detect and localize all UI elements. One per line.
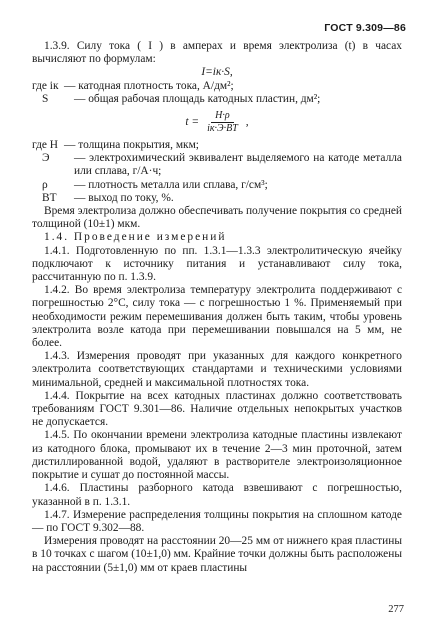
paragraph-1-3-9: 1.3.9. Силу тока ( I ) в амперах и время электролиза (t) в часах вычисляют по формулам: xyxy=(32,40,402,66)
definitions-1 xyxy=(32,80,402,106)
document-header: ГОСТ 9.309—86 xyxy=(324,22,406,34)
formula-lhs: t = xyxy=(185,115,200,128)
paragraph-1-4-3: 1.4.3. Измерения проводят при указанных для каждого конкретного электролита соответствующих стандартами и техническими условиями минимальной, средней и максимальной плотностях тока. xyxy=(32,350,402,389)
definition-row xyxy=(42,192,402,205)
definition-text: — общая рабочая площадь катодных пластин, дм²; xyxy=(74,92,321,105)
paragraph-1-4-5: 1.4.5. По окончании времени электролиза катодные пластины извлекают из катодного блока, промывают их в течение 2—3 мин проточной, затем дистиллированной водой, удаляют в растворителе электроизоляционное покрытие и сушат до постоянной массы. xyxy=(32,429,402,482)
definition-row xyxy=(32,139,402,152)
paragraph-1-4-7: 1.4.7. Измерение распределения толщины покрытия на сплошном катоде — по ГОСТ 9.302—88. xyxy=(32,508,402,534)
definition-symbol: Э xyxy=(42,152,50,165)
definition-symbol: BT xyxy=(42,191,57,204)
fraction-denominator: iк·Э·BT xyxy=(207,123,238,135)
definition-row xyxy=(42,152,402,178)
paragraph-measurements: Измерения проводят на расстоянии 20—25 мм от нижнего края пластины в 10 точках с шагом (10±1,0) мм. Крайние точки должны быть расположены на расстоянии (5±1,0) мм от краев пластины xyxy=(32,535,402,574)
section-heading-1-4: 1.4. Проведение измерений xyxy=(44,231,227,244)
formula-time xyxy=(32,110,402,135)
definition-text: — плотность металла или сплава, г/см³; xyxy=(74,178,268,191)
definition-text: — катодная плотность тока, А/дм²; xyxy=(64,79,234,92)
definition-symbol: где H xyxy=(32,139,59,152)
definitions-2 xyxy=(32,139,402,205)
paragraph-1-4-2: 1.4.2. Во время электролиза температуру электролита поддерживают с погрешностью 2°С, силу тока — с погрешностью 1 %. Применяемый при необходимости режим перемешивания должен быть таким, чтобы уровень электролита возле катода при перемешивании повышался на 5 мм, не более. xyxy=(32,284,402,350)
definition-symbol: где iк xyxy=(32,79,59,92)
fraction xyxy=(205,110,240,135)
fraction-numerator: H·ρ xyxy=(211,110,234,123)
definition-text: — толщина покрытия, мкм; xyxy=(64,139,199,152)
paragraph-time: Время электролиза должно обеспечивать получение покрытия со средней толщиной (10±1) мкм. xyxy=(32,205,402,231)
definition-row xyxy=(42,93,402,106)
page-number: 277 xyxy=(388,604,404,615)
definition-row xyxy=(42,179,402,192)
paragraph-1-4-1: 1.4.1. Подготовленную по пп. 1.3.1—1.3.3 электролитическую ячейку подключают к источнику питания и устанавливают силу тока, рассчитанную по п. 1.3.9. xyxy=(32,244,402,284)
page-body xyxy=(32,40,402,575)
definition-symbol: S xyxy=(42,92,49,105)
paragraph-1-4-6: 1.4.6. Пластины разборного катода взвешивают с погрешностью, указанной в п. 1.3.1. xyxy=(32,482,402,508)
definition-text: — электрохимический эквивалент выделяемого на катоде металла или сплава, г/А·ч; xyxy=(74,152,402,178)
formula-tail: , xyxy=(245,115,249,128)
paragraph-1-4-4: 1.4.4. Покрытие на всех катодных пластинах должно соответствовать требованиям ГОСТ 9.301—86. Наличие отдельных непокрытых участков не допускается. xyxy=(32,389,402,429)
formula-current: I=iк·S, xyxy=(201,66,233,79)
definition-symbol: ρ xyxy=(42,178,48,191)
definition-text: — выход по току, %. xyxy=(74,191,174,204)
definition-row xyxy=(32,80,402,93)
